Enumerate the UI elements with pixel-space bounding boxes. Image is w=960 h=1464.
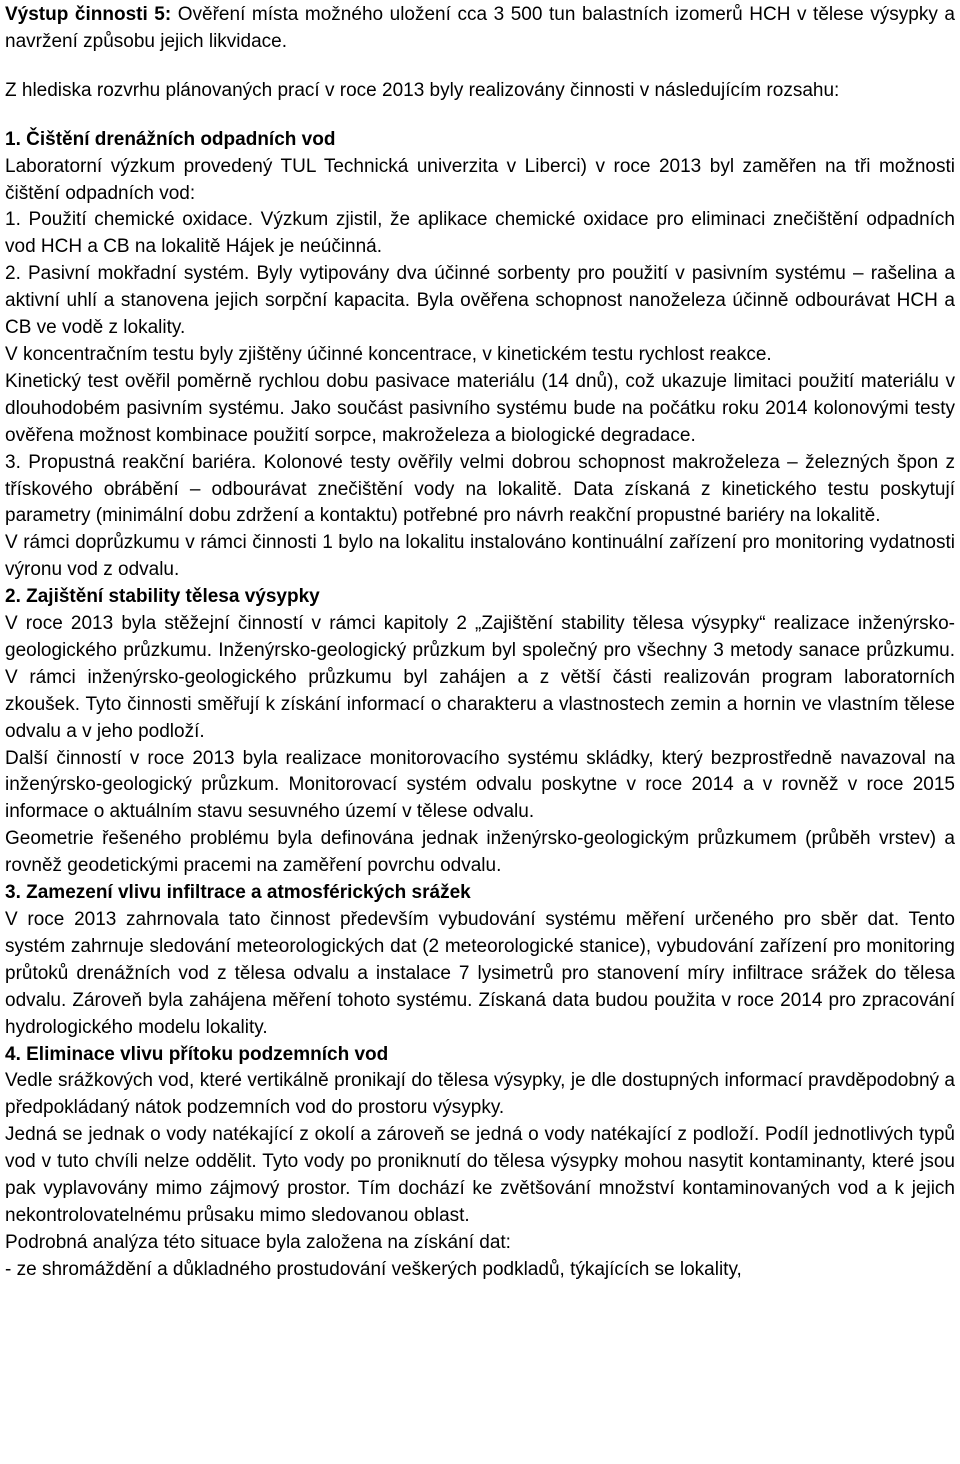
section-1-paragraph: 2. Pasivní mokřadní systém. Byly vytipovány dva účinné sorbenty pro použití v pasivním systému – rašelina a aktivní uhlí a stanovena jejich sorpční kapacita. Byla ověřena schopnost nanoželeza účinně odbourávat HCH a CB ve vodě z lokality. xyxy=(5,263,955,339)
section-3-paragraph: V roce 2013 zahrnovala tato činnost především vybudování systému měření určeného pro sběr dat. Tento systém zahrnuje sledování meteorologických dat (2 meteorologické stanice), vybudování zařízení pro monitoring průtoků drenážních vod z tělesa odvalu a instalace 7 lysimetrů pro stanovení míry infiltrace srážek do tělesa odvalu. Zároveň byla zahájena měření tohoto systému. Získaná data budou použita v roce 2014 pro zpracování hydrologického modelu lokality. xyxy=(5,909,955,1038)
section-1-paragraph: Laboratorní výzkum provedený TUL Technická univerzita v Liberci) v roce 2013 byl zaměřen na tři možnosti čištění odpadních vod: xyxy=(5,155,955,204)
section-4-paragraph: - ze shromáždění a důkladného prostudování veškerých podkladů, týkajících se lokality, xyxy=(5,1258,742,1280)
section-2-paragraph: V roce 2013 byla stěžejní činností v rámci kapitoly 2 „Zajištění stability tělesa výsypky“ realizace inženýrsko-geologického průzkumu. Inženýrsko-geologický průzkum byl společný pro všechny 3 metody sanace průzkumu. V rámci inženýrsko-geologického průzkumu byl zahájen a z větší části realizován program laboratorních zkoušek. Tyto činnosti směřují k získání informací o charakteru a vlastnostech zemin a hornin ve vlastním tělese odvalu a v jeho podloží. xyxy=(5,613,955,742)
spacer xyxy=(5,105,955,127)
section-4-heading: 4. Eliminace vlivu přítoku podzemních vod xyxy=(5,1043,389,1065)
section-4-paragraph: Podrobná analýza této situace byla založena na získání dat: xyxy=(5,1231,511,1253)
section-2-paragraph: Další činností v roce 2013 byla realizace monitorovacího systému skládky, který bezprostředně navazoval na inženýrsko-geologický průzkum. Monitorovací systém odvalu poskytne v roce 2014 a v rovněž v roce 2015 informace o aktuálním stavu sesuvného území v tělese odvalu. xyxy=(5,747,955,823)
schedule-paragraph: Z hlediska rozvrhu plánovaných prací v roce 2013 byly realizovány činnosti v následujícím rozsahu: xyxy=(5,79,840,101)
section-3-heading: 3. Zamezení vlivu infiltrace a atmosférických srážek xyxy=(5,882,471,904)
spacer xyxy=(5,56,955,78)
section-1-paragraph: V koncentračním testu byly zjištěny účinné koncentrace, v kinetickém testu rychlost reakce. xyxy=(5,343,772,365)
section-1-paragraph: 1. Použití chemické oxidace. Výzkum zjistil, že aplikace chemické oxidace pro eliminaci znečištění odpadních vod HCH a CB na lokalitě Hájek je neúčinná. xyxy=(5,209,955,258)
section-1-heading: 1. Čištění drenážních odpadních vod xyxy=(5,128,336,150)
section-4-paragraph: Jedná se jednak o vody natékající z okolí a zároveň se jedná o vody natékající z podloží. Podíl jednotlivých typů vod v tuto chvíli nelze oddělit. Tyto vody po proniknutí do tělesa výsypky mohou nasytit kontaminanty, které jsou pak vyplavovány mimo zájmový prostor. Tím dochází ke zvětšování množství kontaminovaných vod a k jejich nekontrolovatelnému průsaku mimo sledovanou oblast. xyxy=(5,1124,955,1226)
output-text: Ověření místa možného uložení cca 3 500 tun balastních izomerů HCH v tělese výsypky a navržení způsobu jejich likvidace. xyxy=(5,4,955,52)
section-4-paragraph: Vedle srážkových vod, které vertikálně pronikají do tělesa výsypky, je dle dostupných informací pravděpodobný a předpokládaný nátok podzemních vod do prostoru výsypky. xyxy=(5,1070,955,1119)
section-2-paragraph: Geometrie řešeného problému byla definována jednak inženýrsko-geologickým průzkumem (průběh vrstev) a rovněž geodetickými pracemi na zaměření povrchu odvalu. xyxy=(5,828,955,877)
section-1-paragraph: 3. Propustná reakční bariéra. Kolonové testy ověřily velmi dobrou schopnost makroželeza – železných špon z třískového obrábění – odbourávat znečištění vody na lokalitě. Data získaná z kinetického testu poskytují parametry (minimální dobu zdržení a kontaktu) potřebné pro návrh reakční propustné bariéry na lokalitě. xyxy=(5,451,955,527)
output-label: Výstup činnosti 5: xyxy=(5,4,172,25)
section-1-paragraph: Kinetický test ověřil poměrně rychlou dobu pasivace materiálu (14 dnů), což ukazuje limitaci použití materiálu v dlouhodobém pasivním systému. Jako součást pasivního systému bude na počátku roku 2014 kolonovými testy ověřena možnost kombinace použití sorpce, makroželeza a biologické degradace. xyxy=(5,370,955,446)
section-1-paragraph: V rámci doprůzkumu v rámci činnosti 1 bylo na lokalitu instalováno kontinuální zařízení pro monitoring vydatnosti výronu vod z odvalu. xyxy=(5,532,955,581)
section-2-heading: 2. Zajištění stability tělesa výsypky xyxy=(5,586,320,608)
output-statement xyxy=(5,2,955,56)
